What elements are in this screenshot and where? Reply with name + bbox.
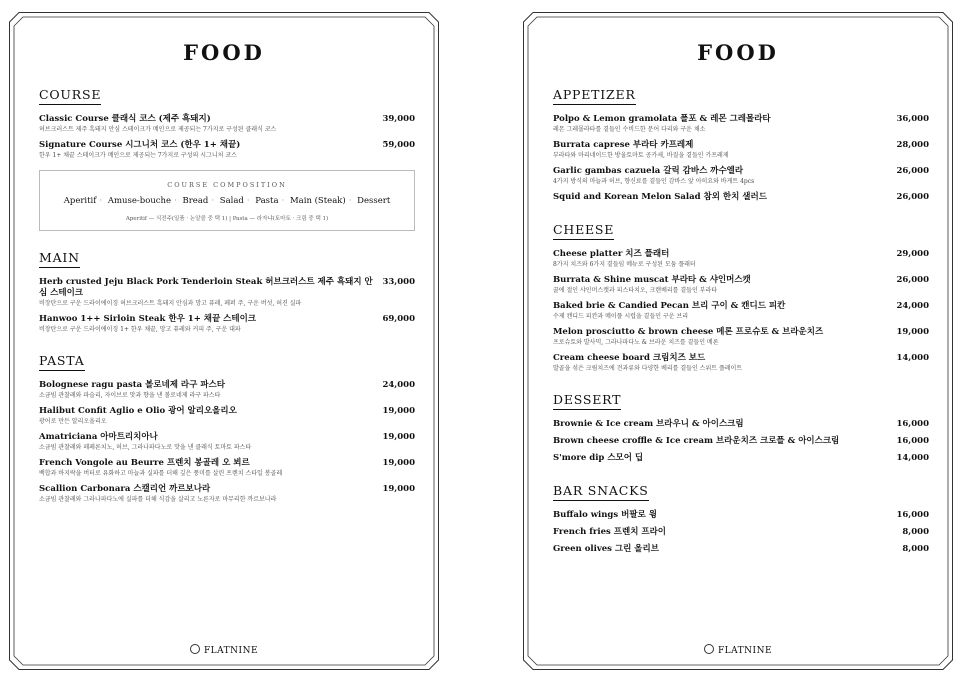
item-name: Baked brie & Candied Pecan 브리 구이 & 캔디드 피칸 (553, 301, 786, 311)
item-description: 프로슈토와 발사믹, 그라나파다노 & 브라운 치즈를 곁들인 메론 (553, 339, 719, 346)
item-description: 소금빔 관찰레와 페페론치노, 허브, 그라나파다노로 맛을 낸 클래식 토마토 파스타 (39, 444, 252, 451)
item-description: 꿀에 절인 샤인머스캣과 피스타치오, 크랜베리를 곁들인 부라타 (553, 287, 718, 294)
item-name: French Vongole au Beurre 프렌치 봉골레 오 뵈르 (39, 458, 250, 468)
menu-item (553, 436, 929, 447)
item-description: 발골을 섞은 크림치즈에 견과류와 다양한 베리를 곁들인 스위트 플레이트 (553, 365, 743, 372)
item-price: 59,000 (382, 140, 415, 150)
menu-item (39, 484, 415, 504)
brand-footer (523, 644, 953, 656)
bar-snacks-section (553, 480, 929, 555)
section-title: BAR SNACKS (553, 483, 649, 501)
item-description: 소금빔 관찰레와 파슬리, 자이브로 맛과 향을 낸 볼로네제 라구 파스타 (39, 392, 221, 399)
item-price: 14,000 (896, 353, 929, 363)
composition-item: Pasta (255, 196, 279, 206)
composition-item: Amuse-bouche (107, 196, 172, 206)
item-price: 19,000 (382, 432, 415, 442)
pasta-section (39, 350, 415, 504)
item-description: 소금빔 관찰레와 그라나파다노에 실파를 더해 식감을 살리고 노른자로 마무리한 까르보나라 (39, 496, 277, 503)
menu-item (553, 527, 929, 538)
item-price: 16,000 (896, 419, 929, 429)
item-price: 19,000 (382, 458, 415, 468)
item-description: 부라타와 마리네이드한 방울토마토 공카세, 바질을 곁들인 카프레제 (553, 152, 729, 159)
menu-item (553, 544, 929, 555)
menu-item (553, 353, 929, 373)
item-price: 19,000 (382, 484, 415, 494)
flatnine-logo-icon (190, 644, 200, 654)
menu-item (553, 453, 929, 464)
item-name: Cream cheese board 크림치즈 보드 (553, 353, 706, 363)
menu-item (553, 419, 929, 430)
item-price: 26,000 (896, 192, 929, 202)
composition-item: Aperitif (63, 196, 97, 206)
item-name: Buffalo wings 버팔로 윙 (553, 510, 657, 520)
item-name: Signature Course 시그니처 코스 (한우 1+ 채끝) (39, 140, 241, 150)
flatnine-logo-icon (704, 644, 714, 654)
section-title: PASTA (39, 353, 85, 371)
item-price: 36,000 (896, 114, 929, 124)
menu-item (553, 510, 929, 521)
section-title: MAIN (39, 250, 80, 268)
item-price: 29,000 (896, 249, 929, 259)
item-name: Brownie & Ice cream 브라우니 & 아이스크림 (553, 419, 744, 429)
menu-page-left (9, 12, 439, 670)
item-name: Melon prosciutto & brown cheese 메론 프로슈토 & 브라운치즈 (553, 327, 824, 337)
item-price: 24,000 (382, 380, 415, 390)
appetizer-section (553, 84, 929, 203)
item-description: 4가지 방식의 마늘과 허브, 향신료를 곁들인 감바스 앞 아히요와 바게트 4pcs (553, 178, 755, 185)
item-price: 26,000 (896, 275, 929, 285)
item-price: 24,000 (896, 301, 929, 311)
menu-item (39, 114, 415, 134)
composition-item: Salad (219, 196, 244, 206)
item-description: 레몬 그레몰라타를 곁들인 수비드한 문어 다리와 구운 채소 (553, 126, 706, 133)
page-title: FOOD (183, 40, 265, 65)
item-price: 19,000 (382, 406, 415, 416)
composition-note: Aperitif — 식전주(일품 · 논알콜 중 택 1) | Pasta — 라자냐(토마토 · 크림 중 택 1) (125, 216, 329, 222)
item-description: 허브크러스트 제주 흑돼지 안심 스테이크가 메인으로 제공되는 7가지로 구성된 클래식 코스 (39, 126, 277, 133)
cheese-section (553, 219, 929, 373)
menu-item (39, 314, 415, 334)
menu-item (39, 432, 415, 452)
item-price: 8,000 (902, 544, 929, 554)
brand-name: FLATNINE (717, 646, 773, 656)
item-name: Brown cheese croffle & Ice cream 브라운치즈 크로플 & 아이스크림 (553, 436, 840, 446)
item-name: Scallion Carbonara 스캘리언 까르보나라 (39, 484, 211, 494)
course-composition-box (39, 170, 415, 231)
item-name: Classic Course 클래식 코스 (제주 흑돼지) (39, 114, 211, 124)
item-name: French fries 프렌치 프라이 (553, 527, 667, 537)
menu-item (553, 327, 929, 347)
item-name: Squid and Korean Melon Salad 참외 한치 샐러드 (553, 192, 767, 202)
item-price: 39,000 (382, 114, 415, 124)
menu-item (39, 380, 415, 400)
item-description: 비장탄으로 구운 드라이에이징 1+ 한우 채끝, 망고 퓨레와 커피 주, 구운 대파 (39, 326, 241, 333)
item-name: Amatriciana 아마트리치아나 (39, 432, 158, 442)
item-name: Garlic gambas cazuela 갈릭 감바스 까수엘라 (553, 166, 744, 176)
item-description: 백합과 바지락을 버터로 유화하고 마늘과 실파를 더해 깊은 풍미를 살린 프렌치 스타일 봉골레 (39, 470, 283, 477)
item-name: Bolognese ragu pasta 볼로네제 라구 파스타 (39, 380, 225, 390)
brand-footer (9, 644, 439, 656)
composition-title: COURSE COMPOSITION (167, 181, 287, 189)
menu-item (39, 140, 415, 160)
item-description: 한우 1+ 채끝 스테이크가 메인으로 제공되는 7가지로 구성의 시그니처 코스 (39, 152, 237, 159)
section-title: DESSERT (553, 392, 621, 410)
item-price: 19,000 (896, 327, 929, 337)
menu-item (39, 406, 415, 426)
composition-item: Bread (182, 196, 209, 206)
item-name: Green olives 그린 올리브 (553, 544, 659, 554)
item-price: 69,000 (382, 314, 415, 324)
menu-item (553, 275, 929, 295)
menu-item (39, 458, 415, 478)
item-name: Burrata caprese 부라타 카프레제 (553, 140, 694, 150)
main-section (39, 247, 415, 334)
item-name: Hanwoo 1++ Sirloin Steak 한우 1+ 채끝 스테이크 (39, 314, 256, 324)
menu-item (553, 114, 929, 134)
composition-list: Aperitif · Amuse-bouche · Bread · Salad · Pasta · Main (Steak) · Dessert (63, 196, 391, 206)
item-price: 26,000 (896, 166, 929, 176)
dessert-section (553, 389, 929, 464)
item-name: Cheese platter 치즈 플래터 (553, 249, 670, 259)
menu-item (553, 249, 929, 269)
item-price: 16,000 (896, 436, 929, 446)
composition-item: Main (Steak) (289, 196, 346, 206)
page-title: FOOD (697, 40, 779, 65)
item-description: 광어로 만든 알리오올리오 (39, 418, 107, 425)
item-name: Halibut Confit Aglio e Olio 광어 알리오올리오 (39, 406, 237, 416)
section-title: CHEESE (553, 222, 614, 240)
section-title: APPETIZER (553, 87, 636, 105)
item-description: 수제 캔디드 피칸과 메이플 시럽을 곁들인 구운 브리 (553, 313, 689, 320)
menu-item (553, 301, 929, 321)
menu-item (553, 140, 929, 160)
item-price: 8,000 (902, 527, 929, 537)
menu-page-right (523, 12, 953, 670)
brand-name: FLATNINE (203, 646, 259, 656)
item-price: 28,000 (896, 140, 929, 150)
menu-item (39, 277, 415, 308)
course-section (39, 84, 415, 231)
item-name: Polpo & Lemon gramolata 폴포 & 레몬 그레몰라타 (553, 114, 771, 124)
item-description: 비장탄으로 구운 드라이에이징 허브크러스트 흑돼지 안심과 망고 퓨레, 페퍼 주, 구운 버섯, 허진 실파 (39, 300, 302, 307)
item-price: 14,000 (896, 453, 929, 463)
item-description: 8가지 치즈와 6가지 곁들임 메뉴로 구성된 모둠 플래터 (553, 261, 696, 268)
item-name: Herb crusted Jeju Black Pork Tenderloin Steak 허브크러스트 제주 흑돼지 안심 스테이크 (39, 277, 373, 298)
section-title: COURSE (39, 87, 101, 105)
item-name: S'more dip 스모어 딥 (553, 453, 644, 463)
menu-item (553, 166, 929, 186)
item-price: 33,000 (382, 277, 415, 287)
menu-item (553, 192, 929, 203)
item-name: Burrata & Shine muscat 부라타 & 샤인머스캣 (553, 275, 751, 285)
item-price: 16,000 (896, 510, 929, 520)
composition-item: Dessert (357, 196, 391, 206)
